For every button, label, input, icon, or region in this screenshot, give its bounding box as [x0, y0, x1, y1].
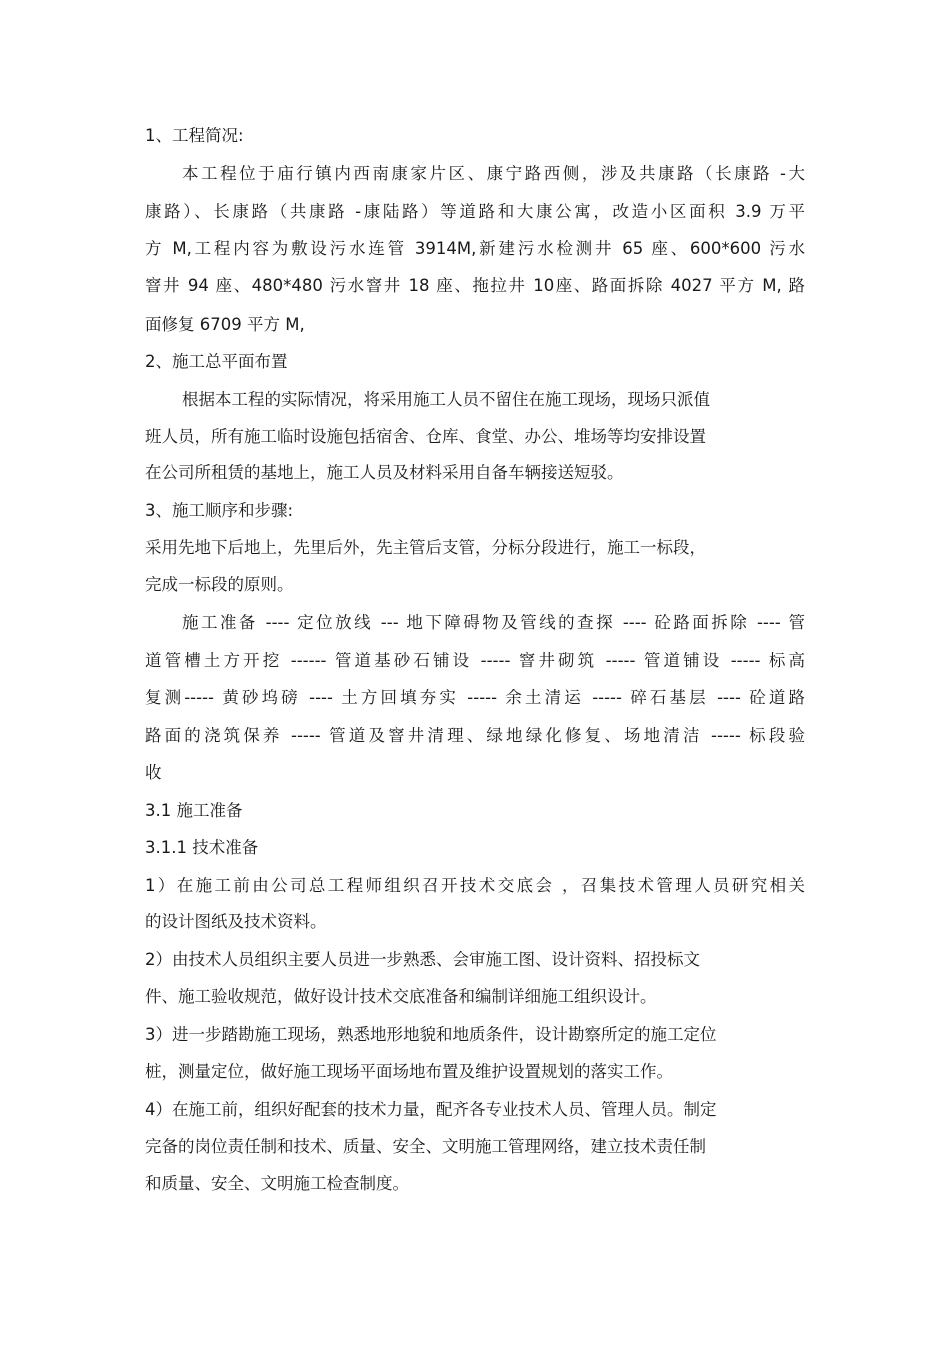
paragraph-line: 收: [145, 763, 162, 782]
paragraph-line: 根据本工程的实际情况，将采用施工人员不留住在施工现场，现场只派值: [182, 390, 710, 409]
list-item-line: 桩，测量定位，做好施工现场平面场地布置及维护设置规划的落实工作。: [145, 1062, 673, 1081]
paragraph-line: 面修复 6709 平方 M,: [145, 315, 305, 334]
paragraph-line: 本工程位于庙行镇内西南康家片区、康宁路西侧，涉及共康路（长康路 -大: [182, 164, 805, 183]
paragraph-line: 方 M,工程内容为敷设污水连管 3914M,新建污水检测井 65 座、600*600 污水: [145, 239, 805, 258]
heading-construction-sequence: 3、施工顺序和步骤:: [145, 501, 294, 520]
list-item-line: 3）进一步踏勘施工现场，熟悉地形地貌和地质条件，设计勘察所定的施工定位: [145, 1025, 717, 1044]
paragraph-line: 在公司所租赁的基地上，施工人员及材料采用自备车辆接送短驳。: [145, 463, 624, 482]
list-item-line: 2）由技术人员组织主要人员进一步熟悉、会审施工图、设计资料、招投标文: [145, 950, 700, 969]
heading-technical-preparation: 3.1.1 技术准备: [145, 838, 259, 857]
heading-project-overview: 1、工程简况:: [145, 126, 244, 145]
paragraph-line: 复测----- 黄砂坞磅 ---- 土方回填夯实 ----- 余土清运 ----- 碎石基层 ---- 砼道路: [145, 688, 805, 707]
list-item-line: 的设计图纸及技术资料。: [145, 912, 327, 931]
list-item-line: 4）在施工前，组织好配套的技术力量，配齐各专业技术人员、管理人员。制定: [145, 1100, 717, 1119]
paragraph-line: 道管槽土方开挖 ------ 管道基砂石铺设 ----- 窨井砌筑 ----- 管道铺设 ----- 标高: [145, 651, 805, 670]
paragraph-line: 窨井 94 座、480*480 污水窨井 18 座、拖拉井 10座、路面拆除 4027 平方 M, 路: [145, 276, 805, 295]
list-item-line: 和质量、安全、文明施工检查制度。: [145, 1174, 409, 1193]
paragraph-line: 完成一标段的原则。: [145, 575, 294, 594]
paragraph-line: 路面的浇筑保养 ----- 管道及窨井清理、绿地绿化修复、场地清洁 ----- 标段验: [145, 726, 805, 745]
heading-construction-preparation: 3.1 施工准备: [145, 801, 243, 820]
paragraph-line: 施工准备 ---- 定位放线 --- 地下障碍物及管线的查探 ---- 砼路面拆除 ---- 管: [182, 613, 805, 632]
heading-site-layout: 2、施工总平面布置: [145, 352, 288, 371]
paragraph-line: 班人员，所有施工临时设施包括宿舍、仓库、食堂、办公、堆场等均安排设置: [145, 427, 706, 446]
list-item-line: 1）在施工前由公司总工程师组织召开技术交底会 ，召集技术管理人员研究相关: [145, 876, 805, 895]
list-item-line: 件、施工验收规范，做好设计技术交底准备和编制详细施工组织设计。: [145, 987, 657, 1006]
paragraph-line: 采用先地下后地上，先里后外，先主管后支管，分标分段进行，施工一标段，: [145, 538, 706, 557]
paragraph-line: 康路）、长康路（共康路 -康陆路）等道路和大康公寓，改造小区面积 3.9 万平: [145, 202, 805, 221]
list-item-line: 完备的岗位责任制和技术、质量、安全、文明施工管理网络，建立技术责任制: [145, 1137, 706, 1156]
